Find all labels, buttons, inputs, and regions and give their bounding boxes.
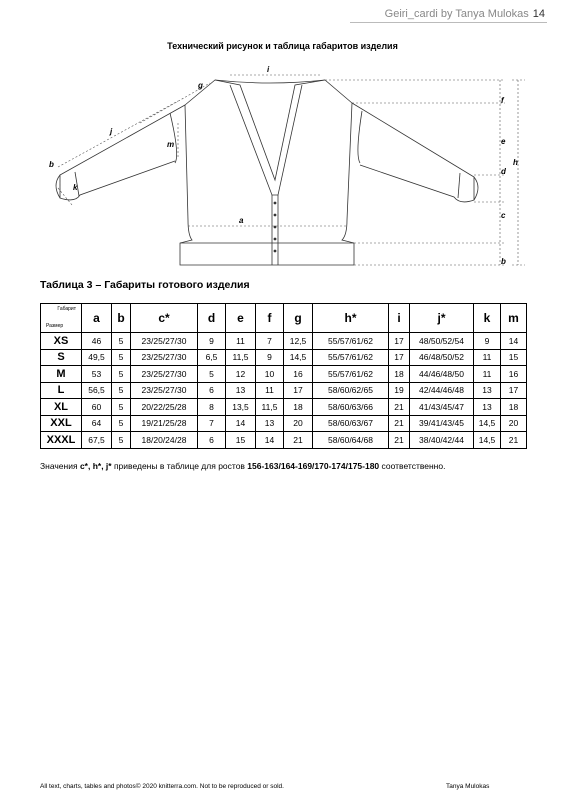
- table-cell: 13: [474, 399, 501, 416]
- table-cell: 46: [82, 333, 112, 350]
- size-cell: M: [41, 366, 82, 383]
- table-cell: 64: [82, 415, 112, 432]
- table-cell: 18/20/24/28: [131, 432, 198, 449]
- note-middle: приведены в таблице для ростов: [111, 461, 248, 471]
- table-cell: 20: [284, 415, 313, 432]
- table-cell: 12,5: [284, 333, 313, 350]
- note-heights: 156-163/164-169/170-174/175-180: [247, 461, 380, 471]
- table-cell: 5: [112, 366, 131, 383]
- table-cell: 11: [256, 382, 284, 399]
- header-m: m: [501, 304, 527, 333]
- header-g: g: [284, 304, 313, 333]
- header-f: f: [256, 304, 284, 333]
- table-cell: 13: [226, 382, 256, 399]
- label-c: c: [501, 211, 506, 220]
- table-cell: 58/60/63/67: [313, 415, 389, 432]
- table-cell: 23/25/27/30: [131, 333, 198, 350]
- table-cell: 60: [82, 399, 112, 416]
- table-cell: 5: [112, 382, 131, 399]
- header-c: c*: [131, 304, 198, 333]
- table-cell: 49,5: [82, 349, 112, 366]
- header-b: b: [112, 304, 131, 333]
- table-row: [41, 415, 527, 432]
- table-cell: 18: [501, 399, 527, 416]
- table-cell: 15: [226, 432, 256, 449]
- header-d: d: [198, 304, 226, 333]
- table-cell: 16: [284, 366, 313, 383]
- table-cell: 5: [112, 399, 131, 416]
- table-cell: 6: [198, 432, 226, 449]
- size-cell: XS: [41, 333, 82, 350]
- header-j: j*: [410, 304, 474, 333]
- table-cell: 18: [389, 366, 410, 383]
- table-cell: 9: [474, 333, 501, 350]
- table-cell: 5: [198, 366, 226, 383]
- table-row: [41, 349, 527, 366]
- footer-copyright: All text, charts, tables and photos© 2020 knitterra.com. Not to be reproduced or sold.: [40, 783, 284, 790]
- label-b-right: b: [501, 257, 506, 266]
- header-k: k: [474, 304, 501, 333]
- table-cell: 19/21/25/28: [131, 415, 198, 432]
- table-cell: 14: [501, 333, 527, 350]
- table-cell: 20: [501, 415, 527, 432]
- table-cell: 5: [112, 349, 131, 366]
- header-e: e: [226, 304, 256, 333]
- table-cell: 17: [389, 333, 410, 350]
- table-cell: 41/43/45/47: [410, 399, 474, 416]
- table-cell: 42/44/46/48: [410, 382, 474, 399]
- dimensions-table: [40, 303, 527, 449]
- header-title: Geiri_cardi by Tanya Mulokas: [384, 8, 529, 20]
- technical-drawing: [30, 55, 530, 275]
- table-row: [41, 366, 527, 383]
- table-cell: 46/48/50/52: [410, 349, 474, 366]
- corner-top-label: Габарит: [57, 306, 76, 312]
- table-cell: 55/57/61/62: [313, 349, 389, 366]
- label-h: h: [513, 158, 518, 167]
- table-cell: 67,5: [82, 432, 112, 449]
- table-cell: 10: [256, 366, 284, 383]
- label-i: i: [267, 65, 270, 74]
- page-number: 14: [532, 8, 545, 20]
- table-cell: 23/25/27/30: [131, 349, 198, 366]
- table-cell: 39/41/43/45: [410, 415, 474, 432]
- note-fields: c*, h*, j*: [79, 461, 112, 471]
- size-cell: XXL: [41, 415, 82, 432]
- table-cell: 20/22/25/28: [131, 399, 198, 416]
- table-cell: 13: [474, 382, 501, 399]
- table-cell: 21: [389, 415, 410, 432]
- table-cell: 21: [501, 432, 527, 449]
- table-cell: 17: [389, 349, 410, 366]
- table-cell: 14,5: [284, 349, 313, 366]
- size-note: [40, 461, 445, 471]
- table-cell: 21: [389, 399, 410, 416]
- table-cell: 55/57/61/62: [313, 333, 389, 350]
- label-a: a: [239, 216, 244, 225]
- table-cell: 9: [198, 333, 226, 350]
- table-cell: 58/60/64/68: [313, 432, 389, 449]
- size-cell: XL: [41, 399, 82, 416]
- table-cell: 56,5: [82, 382, 112, 399]
- table-cell: 19: [389, 382, 410, 399]
- table-cell: 5: [112, 333, 131, 350]
- table-cell: 13,5: [226, 399, 256, 416]
- table-cell: 23/25/27/30: [131, 382, 198, 399]
- size-cell: XXXL: [41, 432, 82, 449]
- table-cell: 11: [226, 333, 256, 350]
- right-sleeve: [352, 103, 474, 202]
- table-cell: 48/50/52/54: [410, 333, 474, 350]
- table-body: [41, 333, 527, 449]
- table-cell: 6: [198, 382, 226, 399]
- table-cell: 55/57/61/62: [313, 366, 389, 383]
- table-cell: 15: [501, 349, 527, 366]
- table-row: [41, 399, 527, 416]
- neckline: [215, 80, 325, 180]
- table-cell: 13: [256, 415, 284, 432]
- table-cell: 58/60/62/65: [313, 382, 389, 399]
- label-d: d: [501, 167, 506, 176]
- table-cell: 14: [256, 432, 284, 449]
- table-cell: 23/25/27/30: [131, 366, 198, 383]
- label-m: m: [167, 140, 175, 149]
- table-cell: 8: [198, 399, 226, 416]
- page-header: [385, 8, 545, 20]
- table-cell: 18: [284, 399, 313, 416]
- table-cell: 6,5: [198, 349, 226, 366]
- corner-bottom-label: Размер: [46, 323, 64, 329]
- corner-cell: [41, 304, 82, 333]
- table-cell: 21: [284, 432, 313, 449]
- table-cell: 44/46/48/50: [410, 366, 474, 383]
- table-cell: 17: [501, 382, 527, 399]
- table-cell: 14,5: [474, 432, 501, 449]
- table-cell: 16: [501, 366, 527, 383]
- header-a: a: [82, 304, 112, 333]
- label-e: e: [501, 137, 506, 146]
- size-cell: S: [41, 349, 82, 366]
- label-j: j: [110, 127, 113, 136]
- table-row: [41, 333, 527, 350]
- table-cell: 7: [198, 415, 226, 432]
- label-b-left: b: [49, 160, 54, 169]
- note-prefix: Значения: [40, 461, 80, 471]
- table-cell: 7: [256, 333, 284, 350]
- header-h: h*: [313, 304, 389, 333]
- table-cell: 9: [256, 349, 284, 366]
- table-cell: 17: [284, 382, 313, 399]
- table-cell: 11,5: [256, 399, 284, 416]
- table-row: [41, 432, 527, 449]
- table-caption: Таблица 3 – Габариты готового изделия: [40, 279, 250, 291]
- table-cell: 58/60/63/66: [313, 399, 389, 416]
- drawing-title: Технический рисунок и таблица габаритов изделия: [167, 41, 398, 51]
- garment-body: [180, 80, 354, 265]
- label-g: g: [198, 81, 203, 90]
- table-cell: 11: [474, 349, 501, 366]
- table-cell: 21: [389, 432, 410, 449]
- table-cell: 12: [226, 366, 256, 383]
- table-cell: 11: [474, 366, 501, 383]
- header-i: i: [389, 304, 410, 333]
- table-header-row: [41, 304, 527, 333]
- footer-author: Tanya Mulokas: [446, 783, 490, 790]
- header-rule: [350, 22, 547, 23]
- table-cell: 11,5: [226, 349, 256, 366]
- label-k: k: [73, 183, 78, 192]
- table-row: [41, 382, 527, 399]
- table-cell: 38/40/42/44: [410, 432, 474, 449]
- table-cell: 14,5: [474, 415, 501, 432]
- table-cell: 53: [82, 366, 112, 383]
- label-f: f: [501, 96, 504, 105]
- size-cell: L: [41, 382, 82, 399]
- table-cell: 5: [112, 432, 131, 449]
- table-cell: 5: [112, 415, 131, 432]
- table-cell: 14: [226, 415, 256, 432]
- note-suffix: соответственно.: [379, 461, 446, 471]
- left-sleeve: [60, 105, 185, 200]
